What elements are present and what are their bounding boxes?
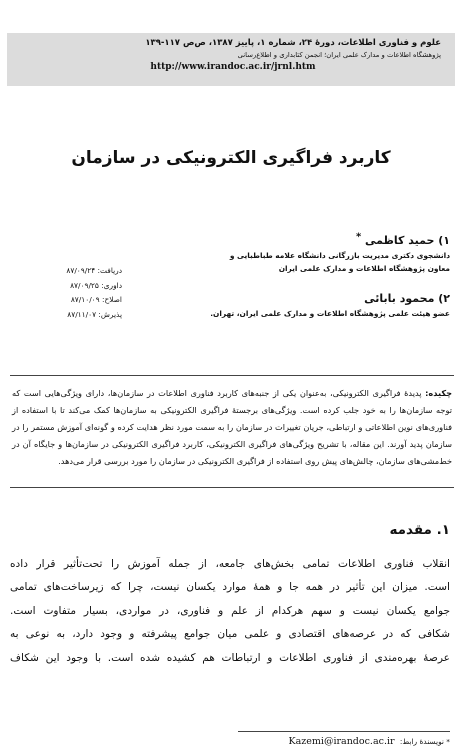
paper-title: کاربرد فراگیری الکترونیکی در سازمان: [71, 148, 391, 168]
body-line: جوامع یکسان نیست و سهم هرکدام از علم و فناوری، در مواردی، بسیار متفاوت است.: [10, 604, 450, 617]
author-name: [200, 233, 450, 249]
footnote-divider: [238, 731, 450, 732]
body-line: عرصۀ بهره‌مندی از فناوری اطلاعات و ارتباطات هم کشیده شده است. با وجود این شکاف: [10, 651, 450, 664]
corresponding-author-marker: *: [355, 231, 362, 243]
date-revised: اصلاح: ۸۷/۱۰/۰۹: [70, 295, 122, 305]
body-text: [10, 553, 450, 670]
journal-citation: علوم و فناوری اطلاعات، دورۀ ۲۴، شماره ۱، پاییز ۱۳۸۷، ص‌ص ۱۱۷-۱۳۹: [145, 38, 441, 48]
author-block-1: [200, 233, 450, 275]
date-received: دریافت: ۸۷/۰۹/۲۴: [66, 266, 122, 275]
author-name: [200, 291, 450, 307]
footnote: [289, 737, 450, 747]
date-accepted: پذیرش: ۸۷/۱۱/۰۷: [67, 309, 122, 319]
abstract-text: پدیدۀ فراگیری الکترونیکی، به‌عنوان یکی از جنبه‌های کاربرد فناوری اطلاعات در سازمان‌ها، دارای ویژگی‌هایی است که توجه سازمان‌ها را به خود جلب کرده است. ویژگی‌های برجستۀ فراگیری الکترونیکی به سازمان‌ها کمک می‌کند تا با استفاده از فناوری‌های نوین اطلاعاتی و ارتباطی، جریان تغییرات در سازمان را به سمت مورد نظر هدایت کرده و گونه‌ای آموزش مستمر را در سازمان پدید آورند. این مقاله، با تشریح ویژگی‌های فراگیری الکترونیکی، کاربرد فراگیری الکترونیکی در سازمان‌ها و جایگاه آن در خط‌مشی‌های سازمان، چالش‌های پیش روی استفاده از فراگیری الکترونیکی در سازمان را مورد بررسی قرار می‌دهد.: [12, 388, 452, 466]
footnote-label: * نویسندۀ رابط:: [399, 737, 450, 746]
body-line: است. میزان این تأثیر در همه جا و همۀ موارد یکسان نیست، چرا که زیرساخت‌های تمامی: [10, 581, 450, 594]
article-dates: [22, 264, 122, 322]
date-reviewed: داوری: ۸۷/۰۹/۲۵: [70, 280, 122, 290]
footnote-email[interactable]: Kazemi@irandoc.ac.ir: [288, 736, 395, 747]
journal-publisher: پژوهشگاه اطلاعات و مدارک علمی ایران؛ انجمن کتابداری و اطلاع‌رسانی: [237, 51, 441, 59]
author-block-2: [200, 291, 450, 320]
author-affiliation: عضو هیئت علمی پژوهشگاه اطلاعات و مدارک علمی ایران، تهران.: [210, 309, 450, 318]
abstract: [10, 375, 454, 488]
author-affiliation: دانشجوی دکتری مدیریت بازرگانی دانشگاه علامه طباطبایی و: [229, 251, 450, 260]
author-name-text: ۲) محمود بابائی: [364, 292, 450, 305]
abstract-label: چکیده:: [425, 388, 452, 398]
body-line: انقلاب فناوری اطلاعات تمامی بخش‌های جامعه، از جمله آموزش را تحت‌تأثیر قرار داده: [10, 558, 450, 570]
journal-url[interactable]: http://www.irandoc.ac.ir/jrnl.htm: [150, 62, 316, 72]
body-line: شکافی که در عرصه‌های اقتصادی و علمی میان جوامع پیشرفته و وجود دارد، به نوعی به: [10, 628, 450, 641]
author-name-text: ۱) حمید کاظمی: [365, 234, 450, 247]
journal-header: [7, 33, 455, 86]
author-affiliation: معاون پژوهشگاه اطلاعات و مدارک علمی ایران: [278, 264, 450, 273]
section-heading: ۱. مقدمه: [389, 522, 450, 538]
